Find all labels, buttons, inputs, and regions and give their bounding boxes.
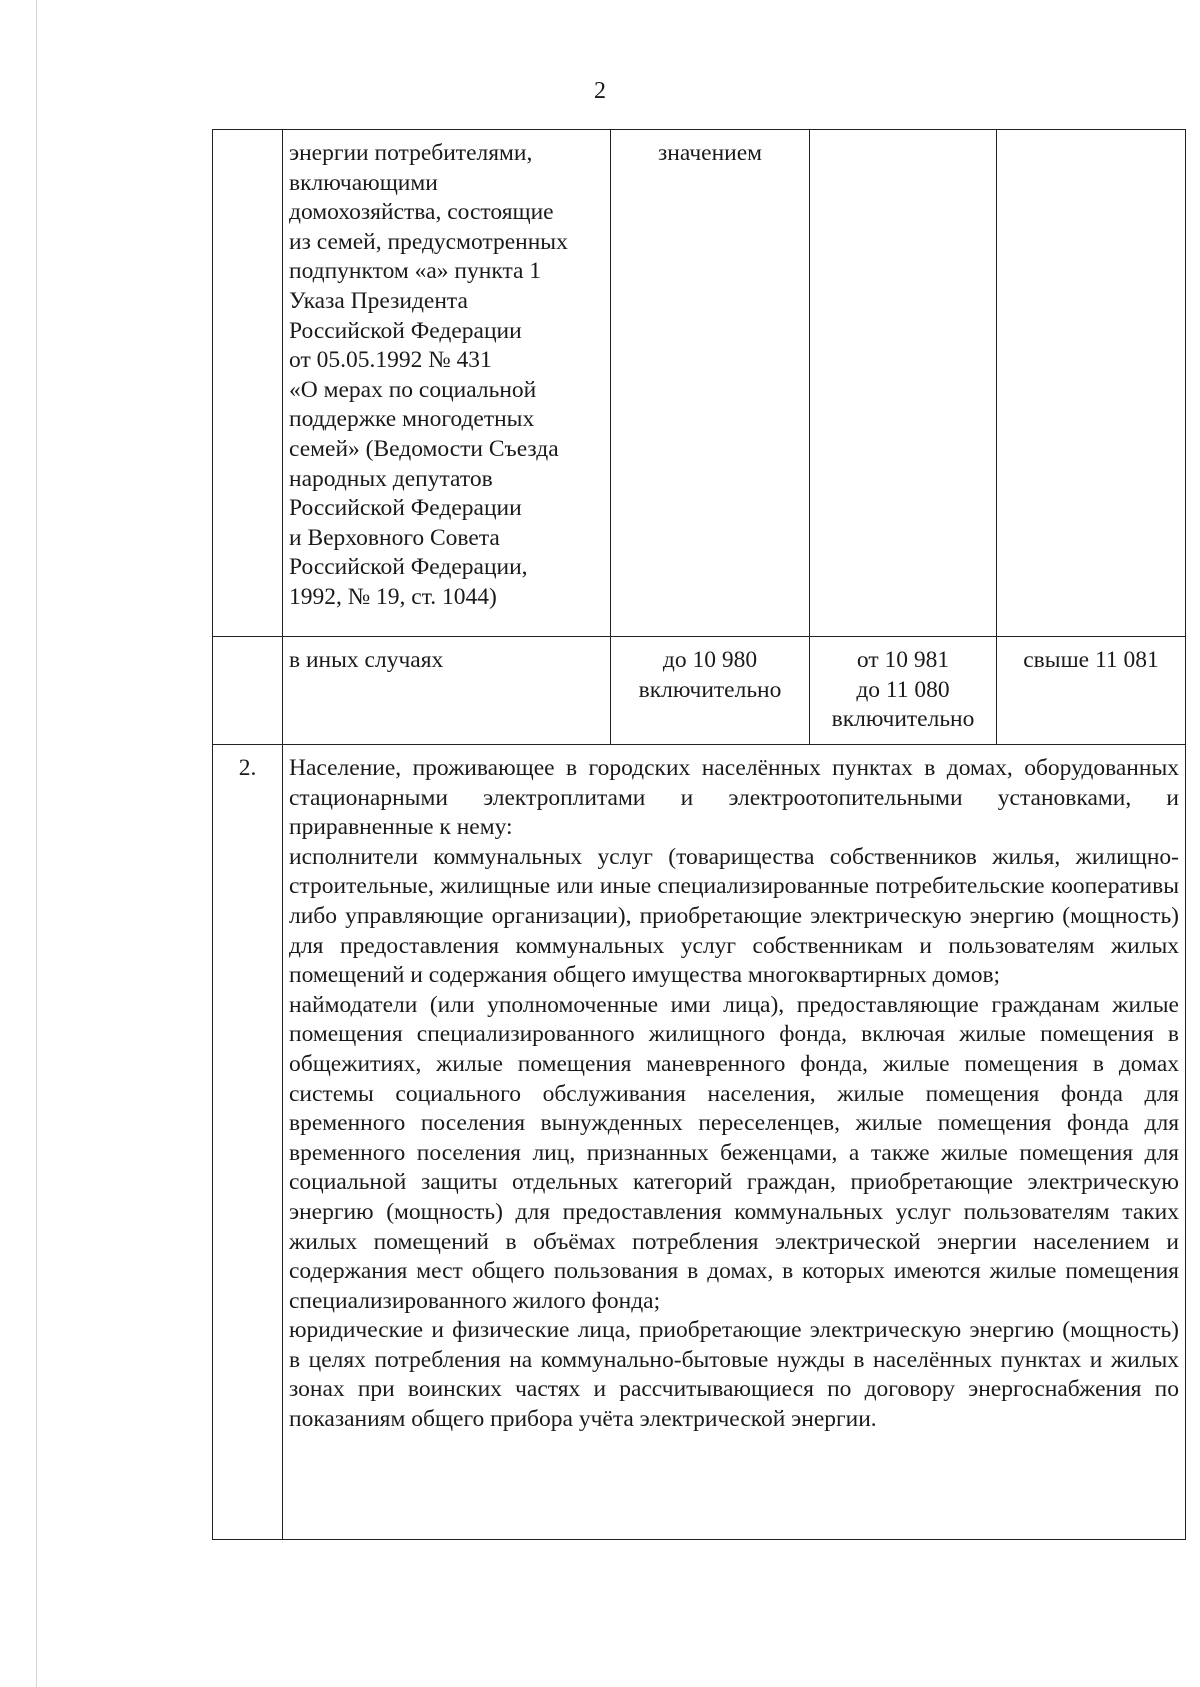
- description-line: включающими: [289, 169, 438, 196]
- scan-edge-line: [36, 0, 37, 1687]
- row-number-cell: [213, 130, 283, 637]
- value-line: до 10 980: [662, 647, 758, 673]
- description-line: энергии потребителями,: [289, 140, 533, 166]
- table-row-other-cases: [213, 637, 1186, 745]
- value-cell-2: [810, 637, 997, 745]
- value-line: от 10 981: [856, 647, 950, 673]
- description-line: «О мерах по социальной: [289, 376, 537, 403]
- description-line: Российской Федерации: [289, 317, 522, 344]
- value-cell-1: [611, 637, 810, 745]
- description-line: и Верховного Совета: [289, 524, 500, 551]
- value-cell-3: свыше 11 081: [997, 637, 1186, 745]
- description-line: подпунктом «а» пункта 1: [289, 258, 542, 285]
- description-line: домохозяйства, состоящие: [289, 199, 554, 226]
- value-line: до 11 080: [856, 676, 950, 703]
- description-line: семей» (Ведомости Съезда: [289, 435, 559, 462]
- row-2-text-cell: [283, 745, 1186, 1540]
- table-row-continued: [213, 130, 1186, 637]
- row-number-cell: [213, 637, 283, 745]
- value-cell-3: [997, 130, 1186, 637]
- description-line: народных депутатов: [289, 465, 493, 492]
- page-number: 2: [594, 78, 606, 104]
- table-row-2: [213, 745, 1186, 1540]
- description-line: Российской Федерации,: [289, 554, 528, 581]
- value-line: включительно: [638, 676, 782, 703]
- value-cell-1: значением: [611, 130, 810, 637]
- row-number-cell: 2.: [213, 745, 283, 1540]
- tariff-table: [212, 129, 1186, 1540]
- row-2-paragraph: исполнители коммунальных услуг (товарищества собственников жилья, жилищно-строительные, жилищные или иные специализированные потребительские кооперативы либо управляющие организации), приобретающие электрическую энергию (мощность) для предоставления коммунальных услуг собственникам и пользователям жилых помещений и содержания общего имущества многоквартирных домов;: [289, 843, 1179, 989]
- description-line: Российской Федерации: [289, 495, 522, 522]
- description-line: от 05.05.1992 № 431: [289, 347, 492, 374]
- value-cell-2: [810, 130, 997, 637]
- description-line: из семей, предусмотренных: [289, 228, 568, 255]
- row-2-paragraph: наймодатели (или уполномоченные ими лица), предоставляющие гражданам жилые помещения специализированного жилищного фонда, включая жилые помещения в общежитиях, жилые помещения маневренного фонда, жилые помещения в домах системы социального обслуживания населения, жилые помещения фонда для временного поселения вынужденных переселенцев, жилые помещения фонда для временного поселения лиц, признанных беженцами, а также жилые помещения для социальной защиты отдельных категорий граждан, приобретающие электрическую энергию (мощность) для предоставления коммунальных услуг пользователям таких жилых помещений в объёмах потребления электрической энергии населением и содержания мест общего пользования в домах, в которых имеются жилые помещения специализированного жилого фонда;: [289, 991, 1179, 1314]
- row-2-paragraph: юридические и физические лица, приобретающие электрическую энергию (мощность) в целях потребления на коммунально-бытовые нужды в населённых пунктах и жилых зонах при воинских частях и рассчитывающиеся по договору энергоснабжения по показаниям общего прибора учёта электрической энергии.: [289, 1317, 1179, 1433]
- description-line: Указа Президента: [289, 287, 468, 314]
- row-2-paragraph: Население, проживающее в городских населённых пунктах в домах, оборудованных стационарными электроплитами и электроотопительными установками, и приравненные к нему:: [289, 755, 1179, 841]
- description-line: поддержке многодетных: [289, 406, 535, 433]
- description-line: 1992, № 19, ст. 1044): [289, 583, 497, 610]
- value-line: включительно: [831, 706, 975, 733]
- description-cell: в иных случаях: [283, 637, 611, 745]
- description-cell: [283, 130, 611, 637]
